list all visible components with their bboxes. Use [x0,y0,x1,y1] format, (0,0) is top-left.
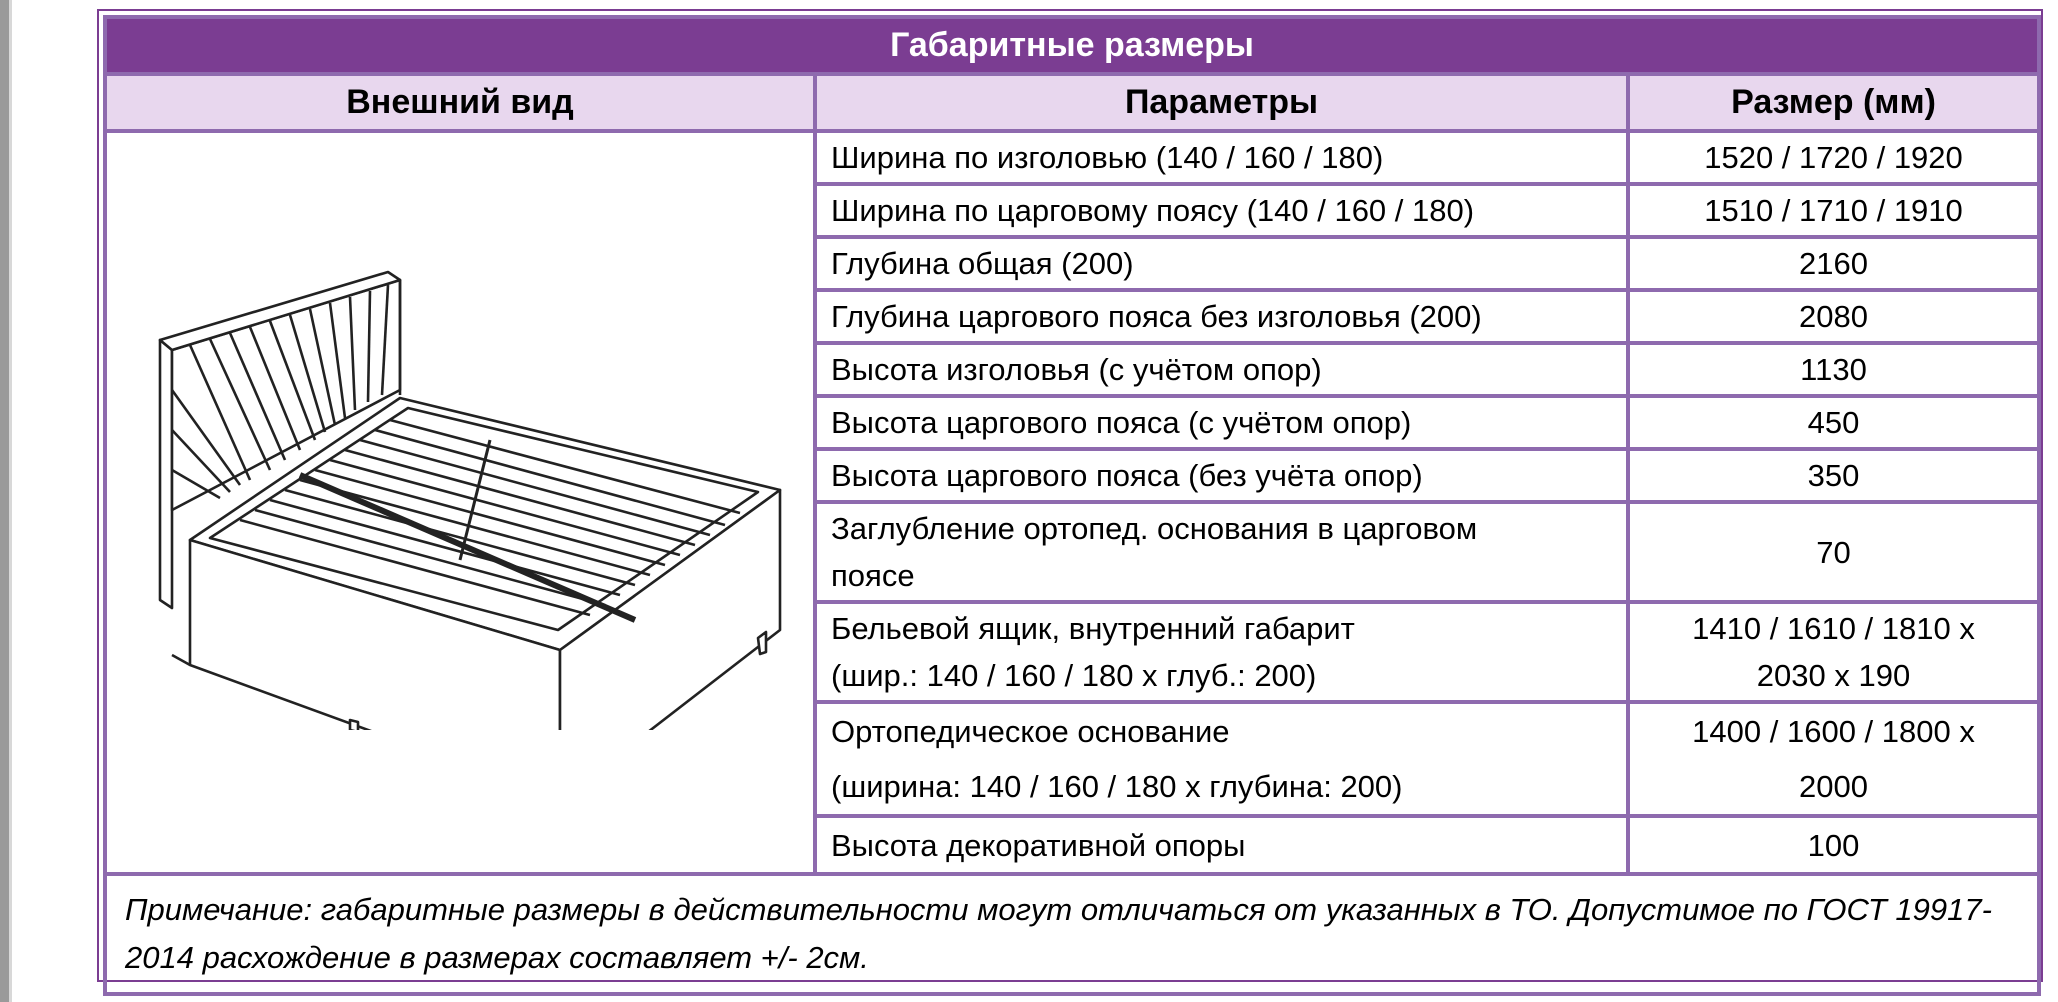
param-cell: Бельевой ящик, внутренний габарит (шир.: 140 / 160 / 180 х глуб.: 200) [815,602,1628,702]
value-cell: 1130 [1628,343,2039,396]
param-cell: Глубина общая (200) [815,237,1628,290]
param-cell: Высота царгового пояса (без учёта опор) [815,449,1628,502]
column-header-size: Размер (мм) [1628,74,2039,131]
column-header-parameters: Параметры [815,74,1628,131]
param-cell: Высота царгового пояса (с учётом опор) [815,396,1628,449]
window-edge [0,0,9,1002]
bed-drawing-icon [130,270,790,730]
column-header-appearance: Внешний вид [105,74,815,131]
param-cell: Ширина по изголовью (140 / 160 / 180) [815,131,1628,184]
param-cell: Ширина по царговому поясу (140 / 160 / 180) [815,184,1628,237]
value-cell: 70 [1628,502,2039,602]
value-cell: 1520 / 1720 / 1920 [1628,131,2039,184]
table-title: Габаритные размеры [105,17,2039,74]
value-cell: 450 [1628,396,2039,449]
table-row [105,131,2039,184]
dimensions-table [103,15,2041,996]
value-cell: 350 [1628,449,2039,502]
value-cell: 2080 [1628,290,2039,343]
value-cell: 1400 / 1600 / 1800 x 2000 [1628,702,2039,816]
appearance-cell [105,131,815,874]
value-cell: 100 [1628,816,2039,874]
param-cell: Высота изголовья (с учётом опор) [815,343,1628,396]
value-cell: 2160 [1628,237,2039,290]
param-cell: Глубина царгового пояса без изголовья (200) [815,290,1628,343]
value-cell: 1410 / 1610 / 1810 x 2030 x 190 [1628,602,2039,702]
param-cell: Ортопедическое основание (ширина: 140 / 160 / 180 х глубина: 200) [815,702,1628,816]
spec-sheet [97,9,2043,982]
param-cell: Высота декоративной опоры [815,816,1628,874]
param-cell: Заглубление ортопед. основания в царговом поясе [815,502,1628,602]
note: Примечание: габаритные размеры в действительности могут отличаться от указанных в ТО. Допустимое по ГОСТ 19917-2014 расхождение в размерах составляет +/- 2см. [105,874,2039,994]
value-cell: 1510 / 1710 / 1910 [1628,184,2039,237]
